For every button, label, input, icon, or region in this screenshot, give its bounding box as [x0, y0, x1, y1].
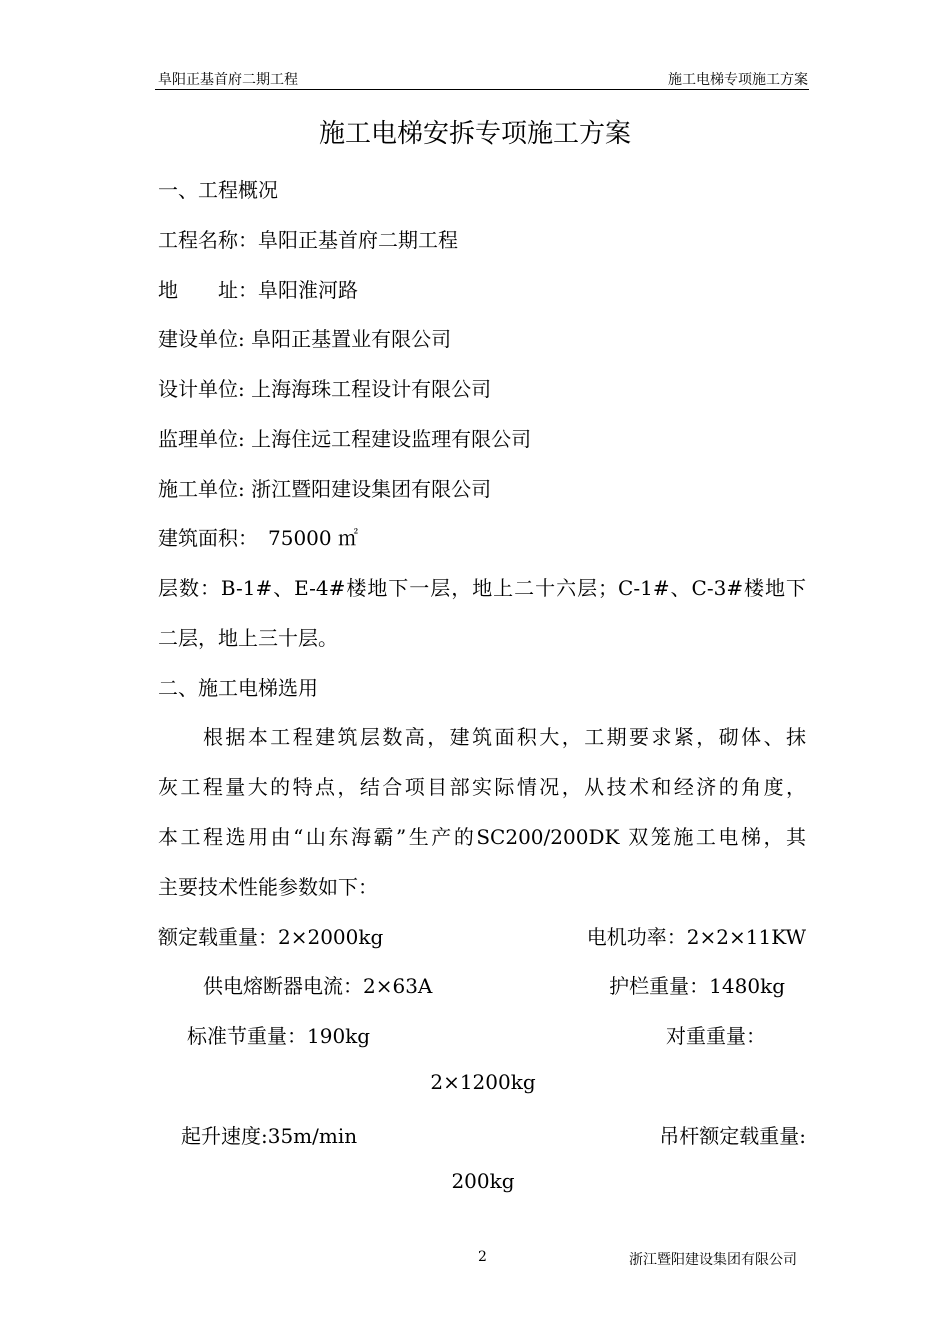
standard-section-weight: 标准节重量：190kg — [187, 1024, 371, 1048]
designer-line: 设计单位: 上海海珠工程设计有限公司 — [158, 377, 492, 401]
header-project-name: 阜阳正基首府二期工程 — [158, 72, 298, 88]
selection-paragraph-line-1: 根据本工程建筑层数高，建筑面积大，工期要求紧，砌体、抹 — [203, 725, 806, 749]
floors-line-2: 二层，地上三十层。 — [158, 626, 338, 650]
jib-rated-load-label: 吊杆额定载重量: — [659, 1124, 806, 1148]
jib-rated-load-value: 200kg — [451, 1169, 515, 1193]
selection-paragraph-line-3: 本工程选用由“山东海霸”生产的SC200/200DK 双笼施工电梯，其 — [158, 825, 806, 849]
page-number: 2 — [478, 1249, 487, 1265]
header-document-name: 施工电梯专项施工方案 — [668, 72, 808, 88]
owner-line: 建设单位: 阜阳正基置业有限公司 — [158, 327, 452, 351]
floors-line-1: 层数：B-1#、E-4#楼地下一层，地上二十六层；C-1#、C-3#楼地下 — [158, 576, 806, 600]
fuse-current: 供电熔断器电流：2×63A — [203, 974, 433, 998]
selection-paragraph-line-2: 灰工程量大的特点，结合项目部实际情况，从技术和经济的角度， — [158, 775, 806, 799]
project-name-line: 工程名称：阜阳正基首府二期工程 — [158, 228, 458, 252]
section1-heading: 一、工程概况 — [158, 178, 278, 202]
building-area-line: 建筑面积： 75000 ㎡ — [158, 526, 358, 550]
contractor-line: 施工单位: 浙江暨阳建设集团有限公司 — [158, 477, 492, 501]
motor-power: 电机功率：2×2×11KW — [586, 925, 806, 949]
footer-company: 浙江暨阳建设集团有限公司 — [629, 1252, 797, 1268]
address-line: 地 址：阜阳淮河路 — [158, 278, 358, 302]
section2-heading: 二、施工电梯选用 — [158, 676, 318, 700]
guard-weight: 护栏重量：1480kg — [609, 974, 785, 998]
counterweight-label: 对重重量： — [666, 1024, 766, 1048]
counterweight-value: 2×1200kg — [430, 1070, 536, 1094]
selection-paragraph-line-4: 主要技术性能参数如下： — [158, 875, 378, 899]
lift-speed: 起升速度:35m/min — [181, 1124, 358, 1148]
header-divider — [155, 89, 809, 90]
supervisor-line: 监理单位: 上海住远工程建设监理有限公司 — [158, 427, 532, 451]
document-title: 施工电梯安拆专项施工方案 — [318, 119, 631, 149]
rated-load: 额定载重量：2×2000kg — [158, 925, 384, 949]
